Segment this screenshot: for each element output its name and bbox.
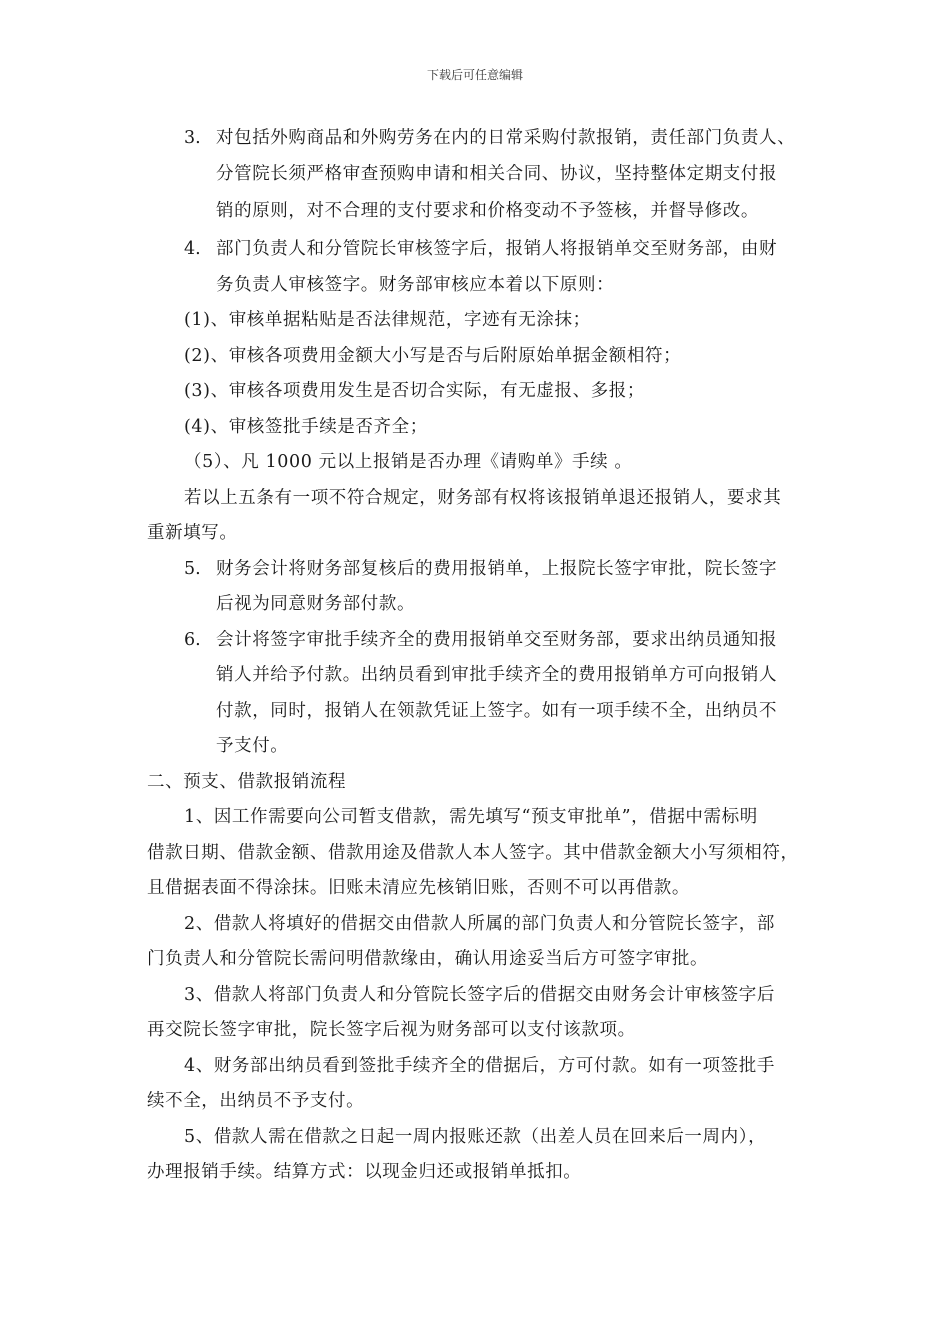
item-4-line: 部门负责人和分管院长审核签字后，报销人将报销单交至财务部，由财 — [216, 239, 778, 259]
section-2-title: 二、预支、借款报销流程 — [147, 772, 347, 792]
note-line: 重新填写。 — [147, 523, 238, 543]
item-4-number: 4. — [184, 239, 201, 259]
section-2-para-5: 办理报销手续。结算方式：以现金归还或报销单抵扣。 — [147, 1162, 582, 1182]
item-3-line: 分管院长须严格审查预购申请和相关合同、协议，坚持整体定期支付报 — [216, 164, 778, 184]
item-4-line: 务负责人审核签字。财务部审核应本着以下原则： — [216, 275, 615, 295]
section-2-para-1: 且借据表面不得涂抹。旧账未清应先核销旧账，否则不可以再借款。 — [147, 878, 690, 898]
section-2-para-1: 借款日期、借款金额、借款用途及借款人本人签字。其中借款金额大小写须相符， — [147, 843, 799, 863]
principle-item: (2)、审核各项费用金额大小写是否与后附原始单据金额相符； — [184, 346, 682, 366]
principle-item: (1)、审核单据粘贴是否法律规范，字迹有无涂抹； — [184, 310, 591, 330]
principle-item: (3)、审核各项费用发生是否切合实际，有无虚报、多报； — [184, 381, 645, 401]
section-2-para-5: 5、借款人需在借款之日起一周内报账还款（出差人员在回来后一周内）， — [184, 1127, 767, 1147]
section-2-para-2: 门负责人和分管院长需问明借款缘由，确认用途妥当后方可签字审批。 — [147, 949, 709, 969]
section-2-para-2: 2、借款人将填好的借据交由借款人所属的部门负责人和分管院长签字，部 — [184, 914, 775, 934]
item-5-line: 后视为同意财务部付款。 — [216, 594, 416, 614]
principle-item: （5）、凡 1000 元以上报销是否办理《请购单》手续 。 — [184, 452, 633, 472]
note-line: 若以上五条有一项不符合规定，财务部有权将该报销单退还报销人，要求其 — [184, 488, 782, 508]
section-2-para-3: 3、借款人将部门负责人和分管院长签字后的借据交由财务会计审核签字后 — [184, 985, 775, 1005]
page-header: 下载后可任意编辑 — [426, 68, 523, 82]
section-2-para-4: 续不全，出纳员不予支付。 — [147, 1091, 365, 1111]
item-5-number: 5. — [184, 559, 201, 579]
item-6-line: 予支付。 — [216, 736, 289, 756]
principle-item: (4)、审核签批手续是否齐全； — [184, 417, 428, 437]
item-6-line: 销人并给予付款。出纳员看到审批手续齐全的费用报销单方可向报销人 — [216, 665, 778, 685]
section-2-para-3: 再交院长签字审批，院长签字后视为财务部可以支付该款项。 — [147, 1020, 636, 1040]
item-3-line: 销的原则，对不合理的支付要求和价格变动不予签核，并督导修改。 — [216, 201, 759, 221]
item-5-line: 财务会计将财务部复核后的费用报销单，上报院长签字审批，院长签字 — [216, 559, 778, 579]
item-6-line: 会计将签字审批手续齐全的费用报销单交至财务部，要求出纳员通知报 — [216, 630, 778, 650]
item-6-line: 付款，同时，报销人在领款凭证上签字。如有一项手续不全，出纳员不 — [216, 701, 778, 721]
item-3-line: 对包括外购商品和外购劳务在内的日常采购付款报销，责任部门负责人、 — [216, 128, 796, 148]
section-2-para-4: 4、财务部出纳员看到签批手续齐全的借据后，方可付款。如有一项签批手 — [184, 1056, 775, 1076]
section-2-para-1: 1、因工作需要向公司暂支借款，需先填写“预支审批单”，借据中需标明 — [184, 807, 758, 827]
item-3-number: 3. — [184, 128, 201, 148]
item-6-number: 6. — [184, 630, 201, 650]
